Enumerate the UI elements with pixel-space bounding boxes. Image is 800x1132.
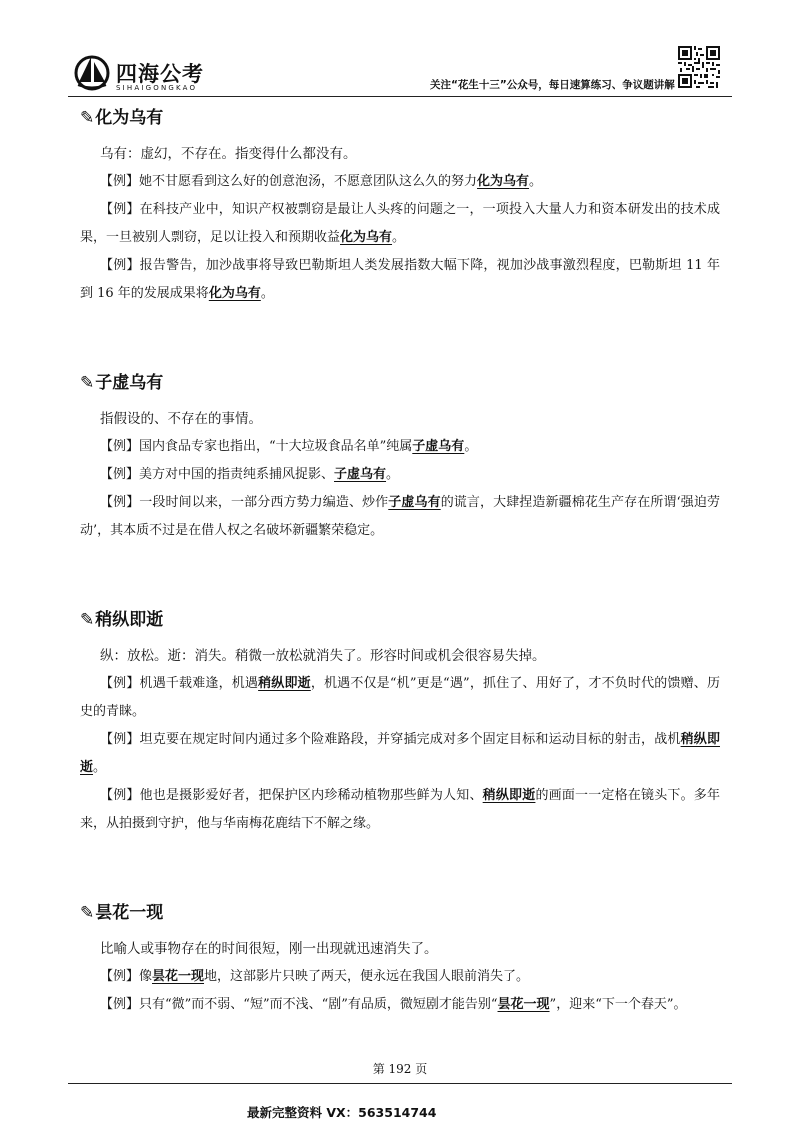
section-title <box>80 103 720 133</box>
example-text: 【例】在科技产业中，知识产权被剽窃是最让人头疼的问题之一，一项投入大量人力和资本研发出的技术成果，一旦被别人剽窃，足以让投入和预期收益 <box>80 202 720 245</box>
example-text: 【例】像 <box>100 969 153 984</box>
example-text: 。 <box>392 230 406 245</box>
section-tanhuayixian <box>80 898 720 1019</box>
section-title-text: 化为乌有 <box>95 108 164 128</box>
pencil-icon: ✎ <box>80 903 95 923</box>
example-text: ”，迎来“下一个春天”。 <box>549 997 687 1012</box>
example-text: 【例】他也是摄影爱好者，把保护区内珍稀动植物那些鲜为人知、 <box>100 788 483 803</box>
section-title <box>80 368 720 398</box>
example-text: 【例】她不甘愿看到这么好的创意泡汤，不愿意团队这么久的努力 <box>100 174 478 189</box>
idiom-keyword: 稍纵即逝 <box>80 732 720 775</box>
idiom-keyword: 化为乌有 <box>208 286 261 301</box>
page-header <box>0 0 800 100</box>
example-text: 【例】美方对中国的指责纯系捕风捉影、 <box>100 467 335 482</box>
example-text: 的谎言，大肆捏造新疆棉花生产存在所谓‘强迫劳动’，其本质不过是在借人权之名破坏新疆繁荣稳定。 <box>80 495 720 538</box>
section-title-text: 子虚乌有 <box>95 373 164 393</box>
example-text: 。 <box>93 760 107 775</box>
example-text: 。 <box>386 467 400 482</box>
page-number: 第 192 页 <box>372 1062 428 1076</box>
logo-subtext: SIHAIGONGKAO <box>116 84 198 92</box>
footer-contact: 最新完整资料 VX：563514744 <box>247 1105 437 1120</box>
section-title <box>80 605 720 635</box>
definition: 纵：放松。逝：消失。稍微一放松就消失了。形容时间或机会很容易失掉。 <box>100 648 546 664</box>
idiom-keyword: 昙花一现 <box>497 997 550 1012</box>
definition: 比喻人或事物存在的时间很短，刚一出现就迅速消失了。 <box>100 941 438 957</box>
idiom-keyword: 子虚乌有 <box>388 495 441 510</box>
document-body <box>80 103 720 1019</box>
sailboat-logo-icon <box>74 52 110 92</box>
example-text: 。 <box>260 286 274 301</box>
header-divider <box>68 96 732 97</box>
idiom-keyword: 化为乌有 <box>340 230 393 245</box>
idiom-keyword: 化为乌有 <box>477 174 530 189</box>
header-tagline: 关注“花生十三”公众号，每日速算练习、争议题讲解 <box>430 79 675 91</box>
logo-text: 四海公考 <box>116 62 204 86</box>
example <box>80 461 720 489</box>
example-text: 地，这部影片只映了两天，便永远在我国人眼前消失了。 <box>204 969 530 984</box>
definition: 指假设的、不存在的事情。 <box>100 411 262 427</box>
example <box>80 489 720 545</box>
example-text: 【例】一段时间以来，一部分西方势力编造、炒作 <box>100 495 389 510</box>
section-title-text: 稍纵即逝 <box>95 610 164 630</box>
pencil-icon: ✎ <box>80 373 95 393</box>
definition: 乌有：虚幻，不存在。指变得什么都没有。 <box>100 146 357 162</box>
example <box>80 963 720 991</box>
example <box>80 252 720 308</box>
example-text: 【例】只有“微”而不弱、“短”而不浅、“剧”有品质，微短剧才能告别“ <box>100 997 498 1012</box>
section-huaweiwuyou <box>80 103 720 308</box>
section-zixuwuyou <box>80 368 720 545</box>
example <box>80 196 720 252</box>
footer-divider <box>68 1083 732 1084</box>
example-text: 【例】坦克要在规定时间内通过多个险难路段，并穿插完成对多个固定目标和运动目标的射击，战机 <box>100 732 681 747</box>
example-text: ，机遇不仅是“机”更是“遇”，抓住了、用好了，才不负时代的馈赠、历史的青睐。 <box>80 676 720 719</box>
section-title <box>80 898 720 928</box>
example-text: 。 <box>464 439 478 454</box>
idiom-keyword: 昙花一现 <box>152 969 205 984</box>
idiom-keyword: 稍纵即逝 <box>258 676 311 691</box>
example <box>80 726 720 782</box>
qr-code-icon[interactable] <box>678 46 720 88</box>
example-text: 的画面一一定格在镜头下。多年来，从拍摄到守护，他与华南梅花鹿结下不解之缘。 <box>80 788 720 831</box>
example-text: 【例】报告警告，加沙战事将导致巴勒斯坦人类发展指数大幅下降，视加沙战事激烈程度，巴勒斯坦 11 年到 16 年的发展成果将 <box>80 258 720 301</box>
example-text: 。 <box>529 174 543 189</box>
example <box>80 991 720 1019</box>
idiom-keyword: 子虚乌有 <box>334 467 387 482</box>
example <box>80 433 720 461</box>
example-text: 【例】国内食品专家也指出，“十大垃圾食品名单”纯属 <box>100 439 413 454</box>
example-text: 【例】机遇千载难逢，机遇 <box>100 676 259 691</box>
example <box>80 670 720 726</box>
section-title-text: 昙花一现 <box>95 903 164 923</box>
pencil-icon: ✎ <box>80 610 95 630</box>
section-shaozongjishi <box>80 605 720 838</box>
idiom-keyword: 稍纵即逝 <box>482 788 536 803</box>
example <box>80 782 720 838</box>
idiom-keyword: 子虚乌有 <box>412 439 465 454</box>
pencil-icon: ✎ <box>80 108 95 128</box>
example <box>80 168 720 196</box>
